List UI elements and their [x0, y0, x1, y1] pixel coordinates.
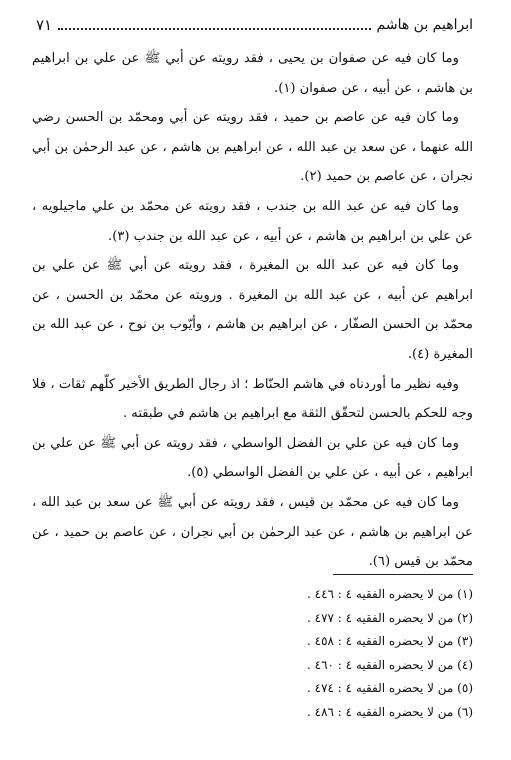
- paragraph: وما كان فيه عن عبد الله بن جندب ، فقد رويته عن محمّد بن علي ماجيلويه ، عن علي بن ابراهيم بن هاشم ، عن أبيه ، عن عبد الله بن جندب (٣).: [32, 198, 473, 244]
- paragraph: وفيه نظير ما أوردناه في هاشم الحنّاط ؛ اذ رجال الطريق الأخير كلّهم ثقات ، فلا وجه للحكم بالحسن لتحقّق الثقة مع ابراهيم بن هاشم في طبقته .: [32, 376, 473, 422]
- running-header: [36, 14, 473, 36]
- footnotes: [173, 583, 473, 725]
- footnote: (١) من لا يحضره الفقيه ٤ : ٤٤٦ .: [307, 587, 473, 601]
- paragraph: وما كان فيه عن صفوان بن يحيى ، فقد رويته عن أبي ﷺ عن علي بن ابراهيم بن هاشم ، عن أبيه ، عن صفوان (١).: [32, 51, 473, 96]
- page-number: ٧١: [36, 16, 53, 34]
- header-dot-leader: [58, 28, 370, 30]
- paragraph: وما كان فيه عن عبد الله بن المغيرة ، فقد رويته عن أبي ﷺ عن علي بن ابراهيم عن أبيه ، عن عبد الله بن المغيرة . ورويته عن محمّد بن الحسن ، عن محمّد بن الحسن الصفّار ، عن ابراهيم بن هاشم ، وأيّوب بن نوح ، عن عبد الله بن المغيرة (٤).: [32, 258, 473, 362]
- footnote: (٥) من لا يحضره الفقيه ٤ : ٤٧٤ .: [307, 681, 473, 696]
- paragraph: وما كان فيه عن عاصم بن حميد ، فقد رويته عن أبي ومحمّد بن الحسن رضي الله عنهما ، عن سعد بن عبد الله ، عن ابراهيم بن هاشم ، عن عبد الرحمٰن بن أبي نجران ، عن عاصم بن حميد (٢).: [32, 110, 473, 185]
- footnote: (٤) من لا يحضره الفقيه ٤ : ٤٦٠ .: [307, 657, 473, 672]
- paragraph: وما كان فيه عن علي بن الفضل الواسطي ، فقد رويته عن أبي ﷺ عن علي بن ابراهيم ، عن أبيه ، عن علي بن الفضل الواسطي (٥).: [32, 435, 473, 481]
- main-text: [32, 44, 473, 577]
- footnote: (٦) من لا يحضره الفقيه ٤ : ٤٨٦ .: [307, 704, 473, 719]
- header-title: ابراهيم بن هاشم: [376, 17, 473, 33]
- footnote: (٢) من لا يحضره الفقيه ٤ : ٤٧٧ .: [307, 610, 473, 625]
- footnote-separator: [333, 574, 473, 575]
- footnote: (٣) من لا يحضره الفقيه ٤ : ٤٥٨ .: [307, 634, 473, 649]
- paragraph: وما كان فيه عن محمّد بن قيس ، فقد رويته عن أبي ﷺ عن سعد بن عبد الله ، عن ابراهيم بن هاشم ، عن عبد الرحمٰن بن أبي نجران ، عن عاصم بن حميد ، عن محمّد بن قيس (٦).: [32, 494, 473, 570]
